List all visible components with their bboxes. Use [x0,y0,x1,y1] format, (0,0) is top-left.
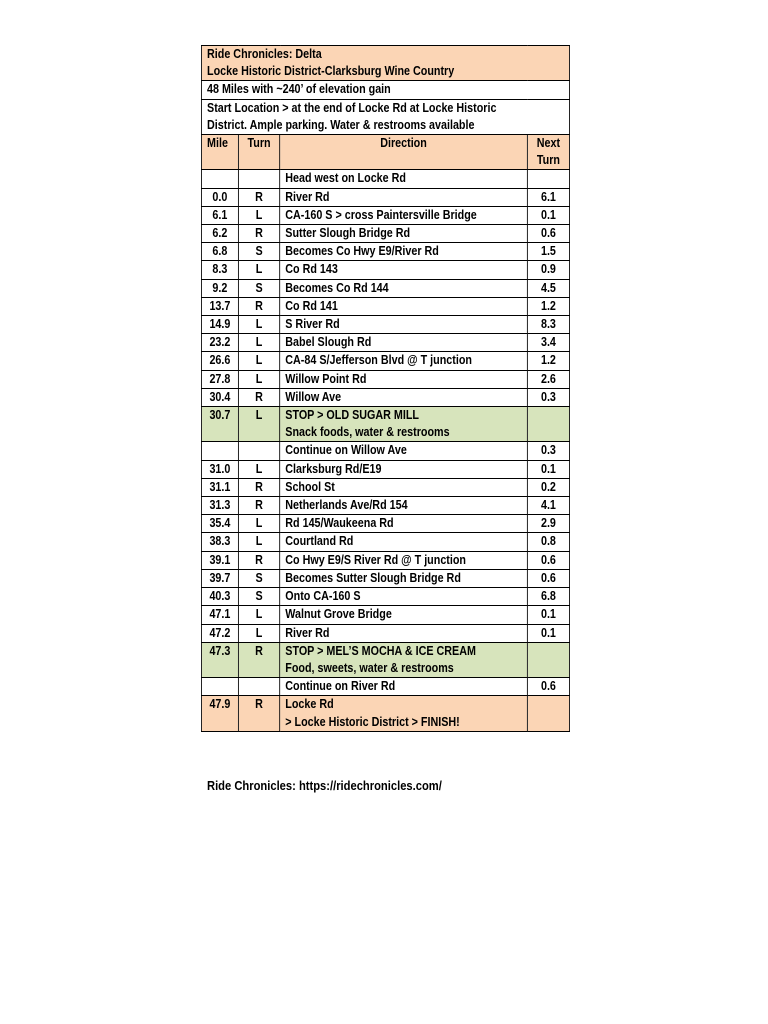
cue-next-turn: 0.3 [527,388,569,406]
cue-turn: R [238,551,279,569]
cue-row [201,334,569,352]
cue-next-turn: 0.1 [527,206,569,224]
cue-mile: 47.9 [201,696,238,731]
cue-direction: Head west on Locke Rd [280,170,528,188]
cue-row [201,316,569,334]
cue-turn: R [238,642,279,677]
cue-next-turn: 1.2 [527,352,569,370]
start-location-line1: Start Location > at the end of Locke Rd at Locke Historic [207,100,497,115]
cue-next-turn: 2.9 [527,515,569,533]
column-header-mile: Mile [201,135,238,170]
cue-next-turn: 0.1 [527,460,569,478]
cue-sheet-table [201,45,570,732]
cue-row [201,606,569,624]
cue-direction: Clarksburg Rd/E19 [280,460,528,478]
cue-direction: CA-160 S > cross Paintersville Bridge [280,206,528,224]
cue-row [201,352,569,370]
cue-mile: 14.9 [201,316,238,334]
cue-direction: CA-84 S/Jefferson Blvd @ T junction [280,352,528,370]
cue-row [201,478,569,496]
cue-direction-line1: STOP > OLD SUGAR MILL [285,408,419,423]
cue-mile [201,170,238,188]
cue-next-turn: 4.1 [527,497,569,515]
cue-next-turn: 1.2 [527,297,569,315]
cue-direction: Continue on Willow Ave [280,442,528,460]
cue-mile: 47.1 [201,606,238,624]
cue-mile: 31.3 [201,497,238,515]
cue-direction: S River Rd [280,316,528,334]
cue-row [201,678,569,696]
cue-next-turn: 0.6 [527,678,569,696]
cue-turn: L [238,460,279,478]
cue-direction: Becomes Sutter Slough Bridge Rd [280,569,528,587]
cue-mile: 13.7 [201,297,238,315]
cue-row [201,261,569,279]
cue-next-turn [527,696,569,731]
cue-direction: River Rd [280,188,528,206]
cue-mile: 35.4 [201,515,238,533]
cue-direction: Babel Slough Rd [280,334,528,352]
cue-row [201,624,569,642]
cue-turn: S [238,243,279,261]
cue-next-turn: 0.9 [527,261,569,279]
cue-mile: 31.0 [201,460,238,478]
ride-title-line2: Locke Historic District-Clarksburg Wine Country [207,64,455,79]
cue-direction: Willow Point Rd [280,370,528,388]
column-header-next-line1: Next [536,136,561,151]
distance-text: 48 Miles with ~240’ of elevation gain [201,81,569,99]
cue-mile [201,442,238,460]
cue-direction: Becomes Co Rd 144 [280,279,528,297]
cue-mile: 8.3 [201,261,238,279]
cue-turn: R [238,497,279,515]
column-header-turn: Turn [238,135,279,170]
cue-turn: R [238,388,279,406]
cue-row [201,279,569,297]
cue-next-turn: 0.2 [527,478,569,496]
cue-turn: R [238,297,279,315]
finish-row [201,696,569,731]
stop-row [201,642,569,677]
cue-turn: S [238,569,279,587]
cue-mile: 31.1 [201,478,238,496]
cue-direction-line2: Food, sweets, water & restrooms [285,660,454,675]
cue-turn: S [238,279,279,297]
cue-next-turn: 8.3 [527,316,569,334]
cue-row [201,569,569,587]
start-location [201,99,569,134]
cue-row [201,297,569,315]
cue-direction: Willow Ave [280,388,528,406]
stop-row [201,407,569,442]
cue-direction: River Rd [280,624,528,642]
cue-mile: 38.3 [201,533,238,551]
distance-row [201,81,569,99]
cue-mile: 6.2 [201,225,238,243]
start-location-line2: District. Ample parking. Water & restrooms available [207,117,475,132]
cue-direction: Sutter Slough Bridge Rd [280,225,528,243]
footer-credit: Ride Chronicles: https://ridechronicles.com/ [207,778,442,793]
cue-direction-line1: Locke Rd [285,697,334,712]
cue-direction: Courtland Rd [280,533,528,551]
cue-next-turn: 0.6 [527,551,569,569]
cue-direction [280,407,528,442]
cue-mile [201,678,238,696]
cue-direction: Co Rd 141 [280,297,528,315]
cue-next-turn [527,170,569,188]
cue-mile: 39.7 [201,569,238,587]
cue-mile: 39.1 [201,551,238,569]
ride-title-line1: Ride Chronicles: Delta [207,47,322,61]
cue-turn: L [238,624,279,642]
column-header-row [201,135,569,170]
cue-row [201,460,569,478]
column-header-next-turn [527,135,569,170]
cue-turn: L [238,261,279,279]
cue-mile: 47.2 [201,624,238,642]
cue-mile: 6.8 [201,243,238,261]
cue-direction: Co Hwy E9/S River Rd @ T junction [280,551,528,569]
cue-row [201,370,569,388]
cue-turn: L [238,316,279,334]
cue-next-turn: 6.1 [527,188,569,206]
cue-direction-line1: STOP > MEL’S MOCHA & ICE CREAM [285,643,476,658]
cue-next-turn: 4.5 [527,279,569,297]
cue-turn [238,170,279,188]
cue-turn: S [238,588,279,606]
cue-next-turn: 0.8 [527,533,569,551]
cue-turn: L [238,370,279,388]
cue-row [201,170,569,188]
ride-title [201,46,569,81]
cue-row [201,442,569,460]
cue-row [201,243,569,261]
cue-mile: 47.3 [201,642,238,677]
cue-row [201,188,569,206]
cue-direction: School St [280,478,528,496]
cue-row [201,388,569,406]
column-header-direction: Direction [280,135,528,170]
cue-turn: R [238,225,279,243]
cue-turn: L [238,606,279,624]
start-location-row [201,99,569,134]
title-row [201,46,569,81]
cue-mile: 0.0 [201,188,238,206]
cue-mile: 23.2 [201,334,238,352]
cue-next-turn: 6.8 [527,588,569,606]
cue-direction: Rd 145/Waukeena Rd [280,515,528,533]
cue-direction: Netherlands Ave/Rd 154 [280,497,528,515]
cue-direction: Becomes Co Hwy E9/River Rd [280,243,528,261]
cue-turn: L [238,515,279,533]
cue-next-turn: 0.1 [527,606,569,624]
cue-row [201,225,569,243]
cue-direction: Continue on River Rd [280,678,528,696]
cue-direction-line2: > Locke Historic District > FINISH! [285,714,460,729]
cue-turn: L [238,407,279,442]
cue-direction [280,696,528,731]
cue-next-turn: 0.1 [527,624,569,642]
cue-direction-line2: Snack foods, water & restrooms [285,425,450,440]
cue-turn: L [238,206,279,224]
cue-direction [280,642,528,677]
cue-direction: Onto CA-160 S [280,588,528,606]
cue-mile: 30.7 [201,407,238,442]
cue-turn [238,442,279,460]
cue-direction: Walnut Grove Bridge [280,606,528,624]
cue-mile: 40.3 [201,588,238,606]
cue-direction: Co Rd 143 [280,261,528,279]
cue-row [201,551,569,569]
cue-turn: L [238,352,279,370]
cue-next-turn [527,407,569,442]
column-header-next-line2: Turn [536,153,560,168]
cue-row [201,497,569,515]
cue-turn: L [238,334,279,352]
cue-mile: 9.2 [201,279,238,297]
cue-mile: 30.4 [201,388,238,406]
cue-row [201,206,569,224]
cue-turn: R [238,188,279,206]
cue-row [201,533,569,551]
cue-turn: R [238,478,279,496]
cue-next-turn: 0.6 [527,225,569,243]
cue-row [201,588,569,606]
cue-next-turn: 3.4 [527,334,569,352]
cue-mile: 26.6 [201,352,238,370]
cue-turn: L [238,533,279,551]
cue-next-turn: 1.5 [527,243,569,261]
cue-next-turn [527,642,569,677]
cue-mile: 27.8 [201,370,238,388]
cue-row [201,515,569,533]
cue-next-turn: 0.6 [527,569,569,587]
cue-mile: 6.1 [201,206,238,224]
cue-turn: R [238,696,279,731]
cue-next-turn: 0.3 [527,442,569,460]
cue-next-turn: 2.6 [527,370,569,388]
cue-turn [238,678,279,696]
